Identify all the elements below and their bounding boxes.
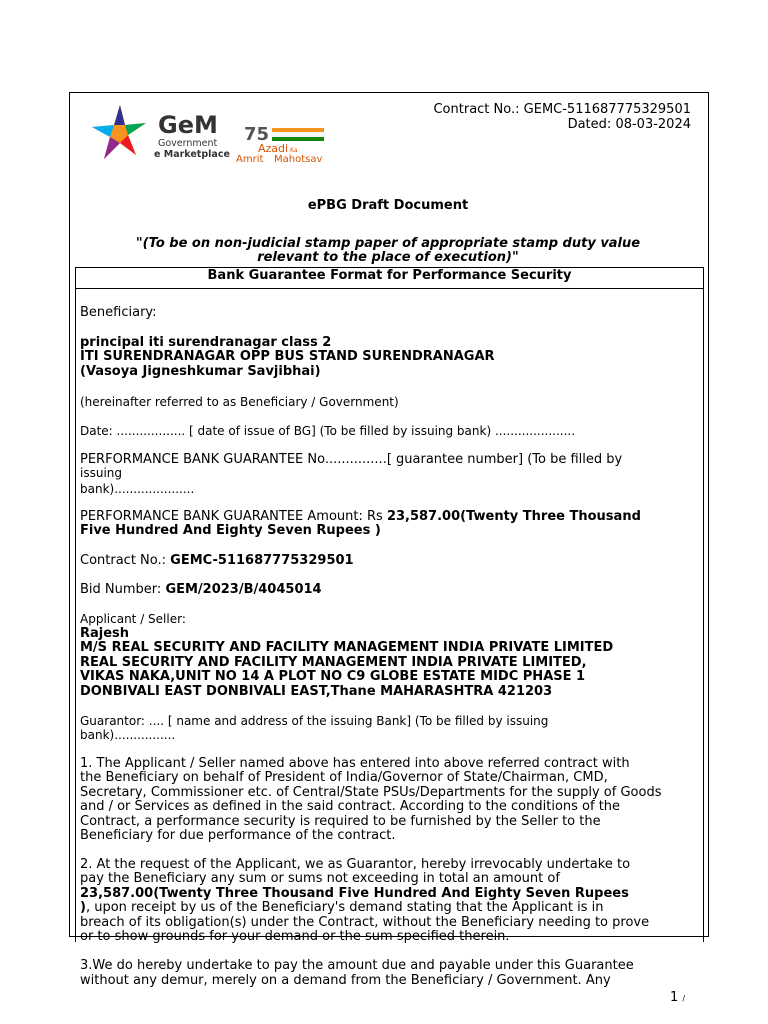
- svg-text:Azadi: Azadi: [258, 142, 289, 155]
- para3-line1: 3.We do hereby undertake to pay the amount due and payable under this Guarantee: [80, 958, 634, 973]
- para2-line1: 2. At the request of the Applicant, we as Guarantor, hereby irrevocably undertake to: [80, 857, 631, 872]
- beneficiary-contact: (Vasoya Jigneshkumar Savjibhai): [80, 364, 321, 379]
- para2-amount: 23,587.00(Twenty Three Thousand Five Hundred And Eighty Seven Rupees: [80, 886, 629, 901]
- svg-text:Government: Government: [158, 138, 218, 149]
- seller-name: Rajesh: [80, 626, 130, 641]
- para2-line4: ), upon receipt by us of the Beneficiary's demand stating that the Applicant is in: [80, 900, 604, 915]
- contract-number: Contract No.: GEMC-511687775329501: [80, 553, 354, 568]
- seller-label: Applicant / Seller:: [80, 612, 186, 626]
- pbg-number-line3: bank).....................: [80, 482, 195, 496]
- beneficiary-note: (hereinafter referred to as Beneficiary / Government): [80, 395, 399, 409]
- header-dated: Dated: 08-03-2024: [567, 117, 691, 132]
- pbg-amount-line2: Five Hundred And Eighty Seven Rupees ): [80, 523, 381, 538]
- gem-logo: [90, 103, 230, 171]
- pbg-number-line2: issuing: [80, 466, 122, 480]
- pbg-amount-line1: PERFORMANCE BANK GUARANTEE Amount: Rs 23,587.00(Twenty Three Thousand: [80, 509, 641, 524]
- para2-line6: or to show grounds for your demand or the sum specified therein.: [80, 929, 510, 944]
- seller-address-line3: DONBIVALI EAST DONBIVALI EAST,Thane MAHARASHTRA 421203: [80, 684, 553, 699]
- page-number: 1 /: [670, 990, 686, 1005]
- para1-line3: Secretary, Commissioner etc. of Central/State PSUs/Departments for the supply of Goods: [80, 785, 662, 800]
- section-title: Bank Guarantee Format for Performance Security: [207, 268, 572, 283]
- para3-line2: without any demur, merely on a demand from the Beneficiary / Government. Any: [80, 973, 611, 988]
- para2-line2: pay the Beneficiary any sum or sums not exceeding in total an amount of: [80, 871, 560, 886]
- document-title: ePBG Draft Document: [307, 198, 469, 213]
- para1-line6: Beneficiary for due performance of the contract.: [80, 828, 396, 843]
- para1-line5: Contract, a performance security is required to be furnished by the Seller to the: [80, 814, 601, 829]
- stamp-paper-note-line1: "(To be on non-judicial stamp paper of appropriate stamp duty value: [135, 236, 641, 251]
- header-contract-no: Contract No.: GEMC-511687775329501: [433, 102, 691, 117]
- svg-text:75: 75: [244, 124, 270, 145]
- azadi-logo-icon: [236, 120, 351, 166]
- gem-star-icon: [90, 103, 230, 167]
- guarantor-line1: Guarantor: .... [ name and address of the issuing Bank] (To be filled by issuing: [80, 714, 549, 728]
- para2-line5: breach of its obligation(s) under the Contract, without the Beneficiary needing to prove: [80, 915, 650, 930]
- para1-line2: the Beneficiary on behalf of President of India/Governor of State/Chairman, CMD,: [80, 770, 608, 785]
- guarantor-line2: bank)................: [80, 728, 176, 742]
- seller-address-line2: VIKAS NAKA,UNIT NO 14 A PLOT NO C9 GLOBE ESTATE MIDC PHASE 1: [80, 669, 586, 684]
- svg-text:Ka: Ka: [290, 147, 298, 154]
- beneficiary-address: ITI SURENDRANAGAR OPP BUS STAND SURENDRANAGAR: [80, 349, 495, 364]
- pbg-number-line1: PERFORMANCE BANK GUARANTEE No...............[ guarantee number] (To be filled by: [80, 452, 623, 467]
- svg-text:e Marketplace: e Marketplace: [154, 149, 230, 160]
- svg-text:Amrit: Amrit: [236, 154, 264, 165]
- seller-company: M/S REAL SECURITY AND FACILITY MANAGEMENT INDIA PRIVATE LIMITED: [80, 640, 614, 655]
- para1-line1: 1. The Applicant / Seller named above has entered into above referred contract with: [80, 756, 630, 771]
- gem-wordmark: GeM: [158, 111, 218, 139]
- svg-text:Mahotsav: Mahotsav: [274, 154, 323, 165]
- para1-line4: and / or Services as defined in the said contract. According to the conditions of the: [80, 799, 621, 814]
- bid-number: Bid Number: GEM/2023/B/4045014: [80, 582, 322, 597]
- section-title-rule: [75, 288, 704, 289]
- beneficiary-label: Beneficiary:: [80, 305, 157, 320]
- beneficiary-name: principal iti surendranagar class 2: [80, 335, 332, 350]
- azadi-ka-amrit-mahotsav-logo: [236, 120, 351, 170]
- bg-date-line: Date: .................. [ date of issue of BG] (To be filled by issuing bank) .....................: [80, 424, 576, 438]
- stamp-paper-note-line2: relevant to the place of execution)": [257, 250, 519, 265]
- seller-address-line1: REAL SECURITY AND FACILITY MANAGEMENT INDIA PRIVATE LIMITED,: [80, 655, 587, 670]
